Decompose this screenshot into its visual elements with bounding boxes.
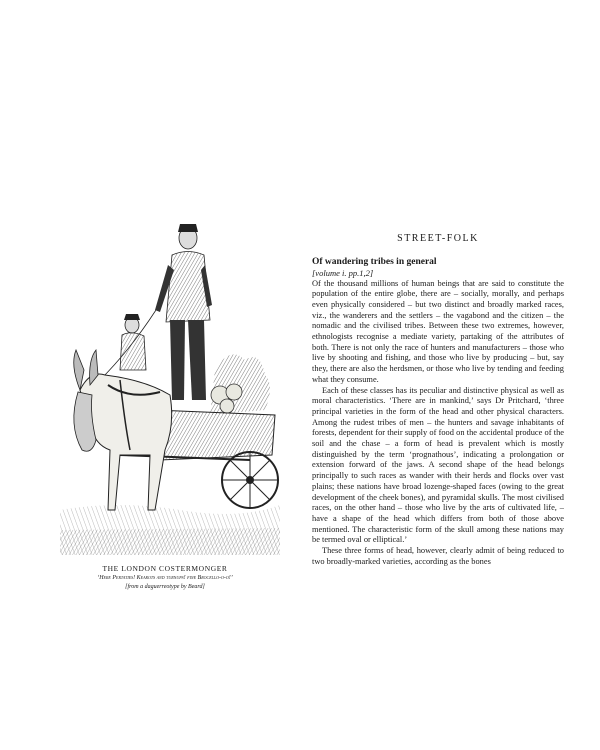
figure-subtitle: ‘Here Pertaties! Kearots and turnups! fine Brocello-o-o!’ <box>97 575 233 581</box>
paragraph-2: Each of these classes has its peculiar and distinctive physical as well as moral characteristics. ‘There are in mankind,’ says Dr Pritchard, ‘three principal varieties in the form of the head and other physical characters. Among the rudest tribes of men – the hunters and savage inhabitants of forests, dependent for their supply of food on the accidental produce of the soil and the chase – a form of head is prevalent which is mostly distinguished by the term ‘prognathous’, indicating a prolongation or extension forward of the jaws. A second shape of the head belongs principally to such races as wander with their herds and flocks over vast plains; these nations have broad lozenge-shaped faces (owing to the great development of the cheek bones), and pyramidal skulls. The most civilised races, on the other hand – those who live by the arts of cultivated life, – have a shape of the head which differs from both of those above mentioned. The characteristic form of the skull among these nations may be termed oval or elliptical.’ <box>312 385 564 545</box>
running-head: STREET-FOLK <box>397 233 479 244</box>
paragraph-3: These three forms of head, however, clearly admit of being reduced to two broadly-marked varieties, according as the bones <box>312 546 564 566</box>
figure-title: THE LONDON COSTERMONGER <box>102 564 228 573</box>
left-page <box>50 210 280 600</box>
figure-caption <box>50 564 280 592</box>
right-page <box>312 233 564 567</box>
section-heading: Of wandering tribes in general <box>312 257 437 267</box>
figure-credit: [from a daguerreotype by Beard] <box>125 584 205 590</box>
paragraph-1: Of the thousand millions of human beings that are said to constitute the population of the entire globe, there are – socially, morally, and perhaps even physically considered – but two distinct and broadly marked races, viz., the wanderers and the settlers – the vagabond and the citizen – the nomadic and the civilised tribes. Between these two extremes, however, ethnologists recognise a mediate variety, partaking of the attributes of both. There is not only the race of hunters and manufacturers – those who live by shooting and fishing, and those who live by producing – but, say they, there are also the herdsmen, or those who live by tending and feeding what they consume. <box>312 278 564 384</box>
volume-reference: [volume i. pp.1,2] <box>312 268 374 278</box>
costermonger-engraving <box>60 210 280 560</box>
